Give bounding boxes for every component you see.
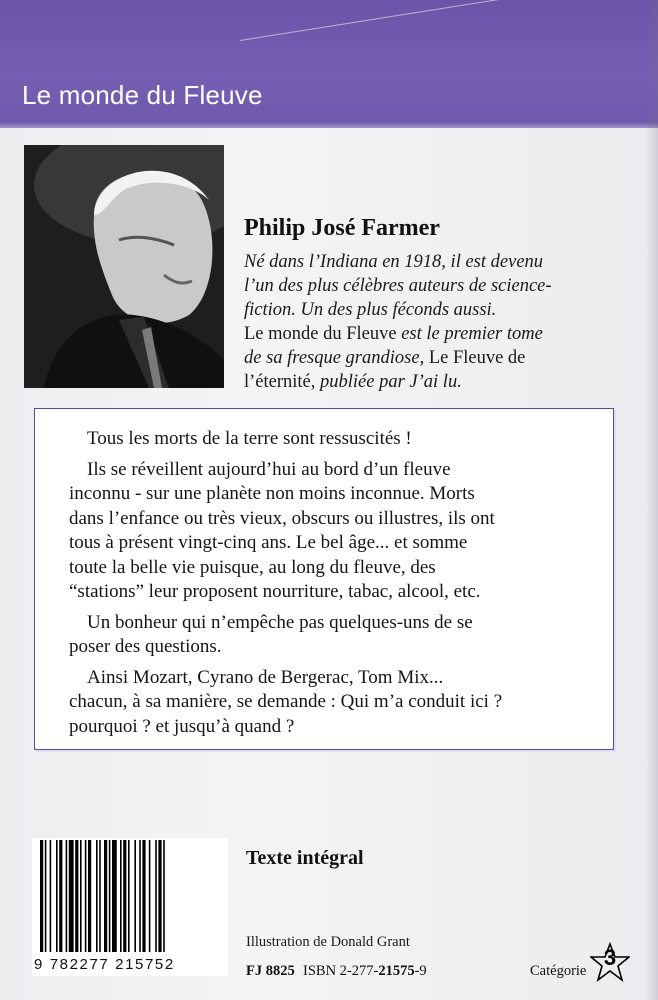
illustration-credit: Illustration de Donald Grant: [246, 934, 410, 950]
summary-line: Ils se réveillent aujourd’hui au bord d’un fleuve: [87, 458, 451, 480]
bio-text: de sa fresque grandiose,: [244, 348, 425, 368]
book-title-ref: Le monde du Fleuve: [244, 324, 397, 344]
isbn-suffix: -9: [414, 963, 427, 979]
edge-shade: [646, 0, 658, 1000]
summary-line: dans l’enfance ou très vieux, obscurs ou illustres, ils ont: [69, 507, 495, 529]
cover-crease: [240, 0, 596, 41]
isbn: [303, 963, 427, 980]
publisher-ref-code: FJ 8825: [246, 963, 295, 979]
summary-line: chacun, à sa manière, se demande : Qui m’a conduit ici ?: [69, 691, 503, 712]
categorie-label: Catégorie: [530, 963, 587, 979]
summary-line: toute la belle vie puisque, au long du fleuve, des: [69, 556, 436, 578]
categorie-number: 3: [603, 945, 617, 970]
bio-line: Né dans l’Indiana en 1918, il est devenu: [244, 252, 544, 272]
barcode-digits: 9 782277 215752: [34, 956, 175, 973]
header-band: [0, 0, 658, 128]
barcode: [32, 838, 228, 976]
publisher-text: publiée par J’ai lu.: [315, 372, 462, 392]
bio-line: [244, 322, 644, 346]
bio-line: [244, 370, 644, 394]
author-name: Philip José Farmer: [244, 215, 440, 241]
summary-line: tous à présent vingt-cinq ans. Le bel âge... et somme: [69, 532, 468, 553]
author-portrait: [24, 145, 224, 388]
series-title-ref: Le Fleuve de: [424, 348, 526, 368]
isbn-bold: 21575: [378, 963, 415, 979]
texte-integral-label: Texte intégral: [246, 847, 364, 869]
summary-line: poser des questions.: [69, 636, 222, 657]
series-title: Le monde du Fleuve: [22, 80, 263, 110]
summary-line: Tous les morts de la terre sont ressuscités !: [87, 428, 412, 449]
bio-line: [244, 346, 644, 370]
isbn-prefix: ISBN 2-277-: [303, 963, 379, 979]
bio-line: fiction. Un des plus féconds aussi.: [244, 300, 497, 320]
series-title-ref: l’éternité,: [244, 372, 316, 392]
author-bio: [244, 250, 644, 394]
summary-line: Un bonheur qui n’empêche pas quelques-uns de se: [87, 611, 473, 633]
bio-text: est le premier tome: [396, 324, 543, 344]
summary-line: pourquoi ? et jusqu’à quand ?: [69, 715, 295, 737]
summary-line: “stations” leur proposent nourriture, tabac, alcool, etc.: [69, 581, 481, 602]
summary-text: [69, 427, 607, 739]
summary-line: Ainsi Mozart, Cyrano de Bergerac, Tom Mix...: [87, 666, 444, 688]
summary-line: inconnu - sur une planète non moins inconnue. Morts: [69, 483, 475, 504]
barcode-bars: [36, 840, 224, 958]
bio-line: l’un des plus célèbres auteurs de science-: [244, 276, 552, 296]
summary-box: [34, 408, 614, 750]
